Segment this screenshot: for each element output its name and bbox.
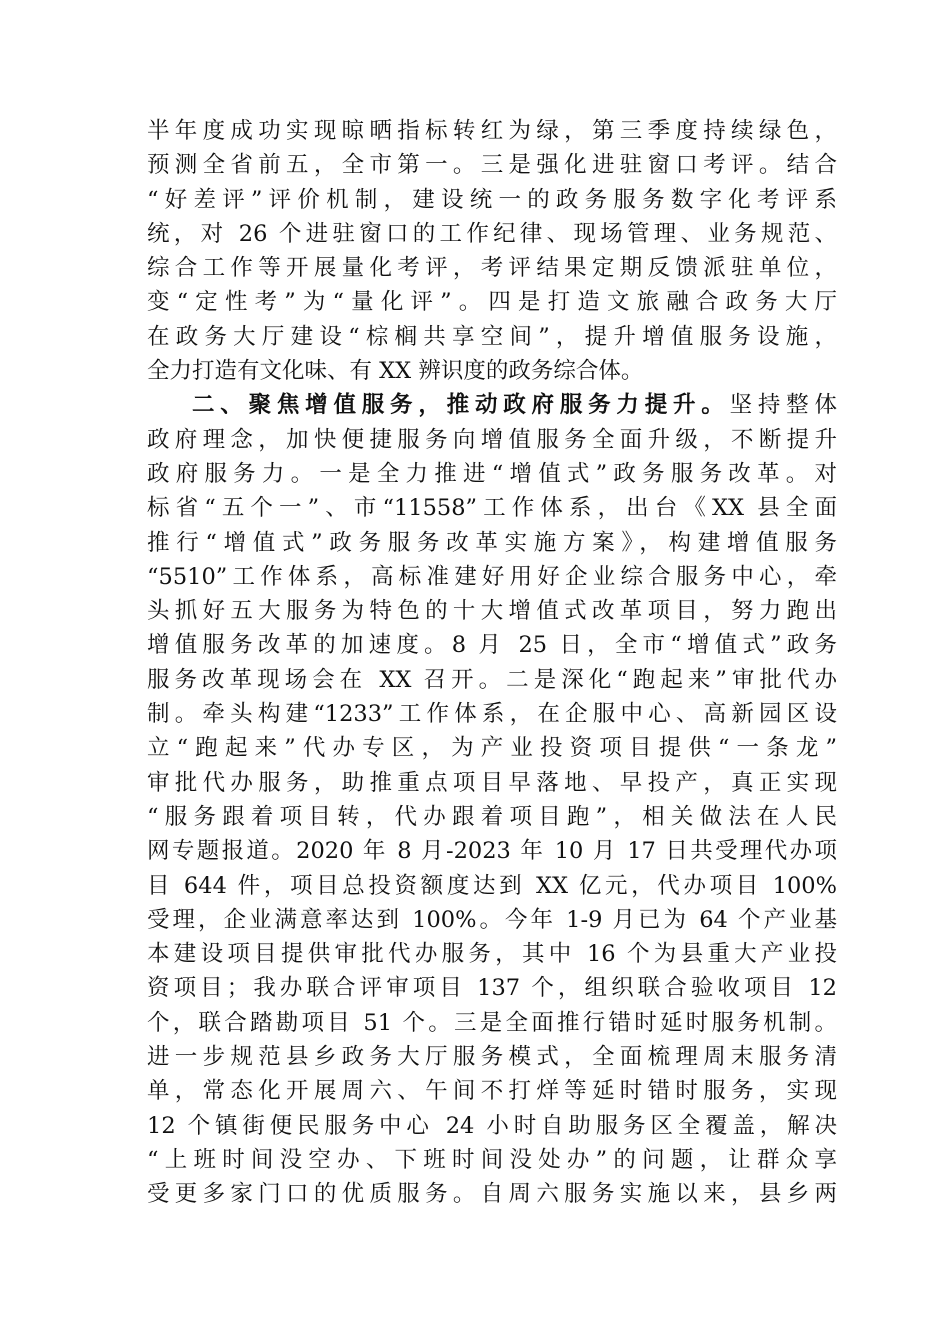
text-line: 受理，企业满意率达到 100%。今年 1-9 月已为 64 个产业基 [147, 906, 837, 933]
text-line: 政府理念，加快便捷服务向增值服务全面升级，不断提升 [147, 426, 837, 453]
text-line: “上班时间没空办、下班时间没处办”的问题，让群众享 [147, 1146, 837, 1173]
text-run: 坚持整体 [729, 392, 837, 419]
paragraph-2 [147, 388, 837, 1211]
text-line: 12 个镇街便民服务中心 24 小时自助服务区全覆盖，解决 [147, 1112, 837, 1139]
text-line: 立“跑起来”代办专区，为产业投资项目提供“一条龙” [147, 735, 837, 762]
text-line: 网专题报道。2020 年 8 月-2023 年 10 月 17 日共受理代办项 [147, 838, 837, 865]
text-line: 半年度成功实现晾晒指标转红为绿，第三季度持续绿色， [147, 118, 837, 144]
text-line: 预测全省前五，全市第一。三是强化进驻窗口考评。结合 [147, 152, 837, 179]
text-line: 全力打造有文化味、有 XX 辨识度的政务综合体。 [147, 358, 644, 385]
text-line: 个，联合踏勘项目 51 个。三是全面推行错时延时服务机制。 [147, 1009, 837, 1036]
text-line: 进一步规范县乡政务大厅服务模式，全面梳理周末服务清 [147, 1044, 837, 1071]
text-line: 统，对 26 个进驻窗口的工作纪律、现场管理、业务规范、 [147, 220, 837, 247]
text-line: 综合工作等开展量化考评，考评结果定期反馈派驻单位， [147, 255, 837, 282]
text-line: 政府服务力。一是全力推进“增值式”政务服务改革。对 [147, 460, 837, 487]
document-body [147, 114, 837, 1212]
text-line: “好差评”评价机制，建设统一的政务服务数字化考评系 [147, 186, 837, 213]
text-line: 受更多家门口的优质服务。自周六服务实施以来，县乡两 [147, 1181, 837, 1208]
text-line: 变“定性考”为“量化评”。四是打造文旅融合政务大厅 [147, 289, 837, 316]
text-line: 服务改革现场会在 XX 召开。二是深化“跑起来”审批代办 [147, 666, 837, 693]
text-line: 增值服务改革的加速度。8 月 25 日，全市“增值式”政务 [147, 632, 837, 659]
text-line: 本建设项目提供审批代办服务，其中 16 个为县重大产业投 [147, 941, 837, 968]
text-line: 单，常态化开展周六、午间不打烊等延时错时服务，实现 [147, 1078, 837, 1105]
text-line: 推行“增值式”政务服务改革实施方案》，构建增值服务 [147, 529, 837, 556]
text-line: “服务跟着项目转，代办跟着项目跑”，相关做法在人民 [147, 803, 837, 830]
text-line: 制。牵头构建“1233”工作体系，在企服中心、高新园区设 [147, 701, 837, 728]
text-line: 目 644 件，项目总投资额度达到 XX 亿元，代办项目 100% [147, 872, 837, 899]
text-line: 头抓好五大服务为特色的十大增值式改革项目，努力跑出 [147, 598, 837, 625]
paragraph-first-line [147, 388, 837, 422]
text-line: “5510”工作体系，高标准建好用好企业综合服务中心，牵 [147, 563, 837, 590]
text-line: 审批代办服务，助推重点项目早落地、早投产，真正实现 [147, 769, 837, 796]
section-heading: 二、聚焦增值服务，推动政府服务力提升。 [192, 392, 730, 419]
text-line: 资项目；我办联合评审项目 137 个，组织联合验收项目 12 [147, 975, 837, 1002]
paragraph-1 [147, 114, 837, 388]
text-line: 标省“五个一”、市“11558”工作体系，出台《XX 县全面 [147, 495, 837, 522]
text-line: 在政务大厅建设“棕榈共享空间”，提升增值服务设施， [147, 323, 837, 350]
